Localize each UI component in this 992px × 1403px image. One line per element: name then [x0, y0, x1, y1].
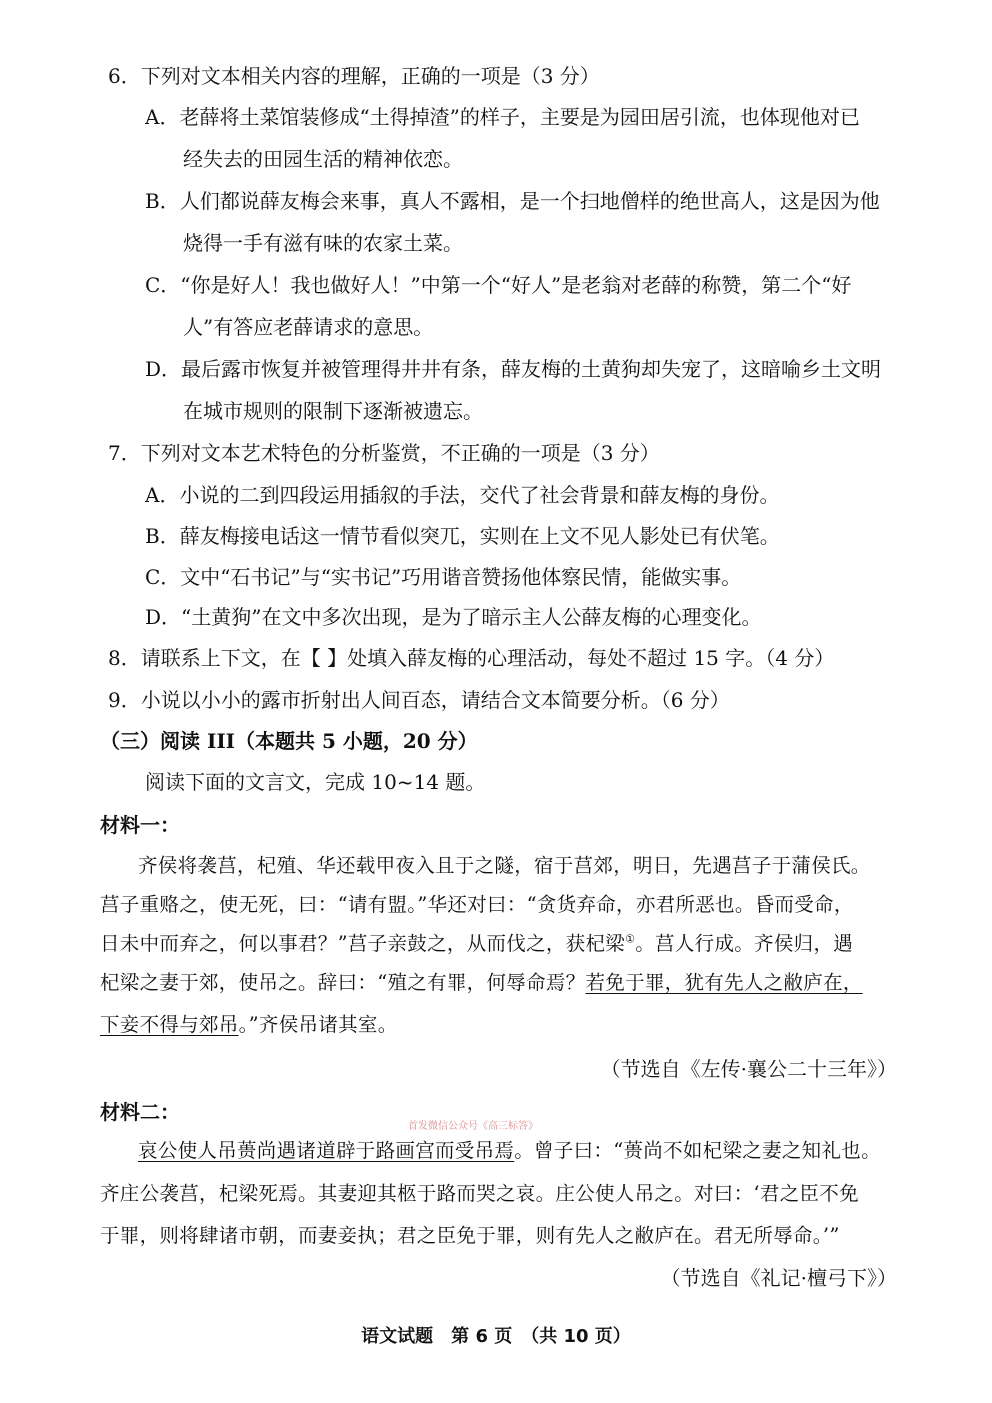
q7-option-c: C．文中“石书记”与“实书记”巧用谐音赞扬他体察民情，能做实事。 — [145, 565, 742, 589]
watermark: 首发微信公众号《高三标答》 — [408, 1121, 538, 1132]
q8: 8．请联系上下文，在【 】处填入薛友梅的心理活动，每处不超过 15 字。（4 分） — [108, 646, 835, 670]
section-title: （三）阅读 III（本题共 5 小题，20 分） — [100, 729, 478, 753]
material1-label: 材料一： — [100, 813, 180, 837]
q6-option-c: C．“你是好人！我也做好人！”中第一个“好人”是老翁对老薛的称赞，第二个“好 — [145, 273, 852, 297]
q6-option-d: D．最后露市恢复并被管理得井井有条，薛友梅的土黄狗却失宠了，这暗喻乡土文明 — [145, 357, 882, 381]
material2-line1 — [138, 1137, 881, 1165]
material2-source: （节选自《礼记·檀弓下》） — [660, 1266, 897, 1290]
material1-line5b: 。”齐侯吊诸其室。 — [238, 1013, 398, 1036]
q7-option-d: D．“土黄狗”在文中多次出现，是为了暗示主人公薛友梅的心理变化。 — [145, 605, 762, 629]
material2-line1b: 。曾子曰：“蒉尚不如杞梁之妻之知礼也。 — [514, 1139, 881, 1162]
q6-option-b-cont: 烧得一手有滋有味的农家土菜。 — [183, 231, 463, 255]
material1-source: （节选自《左传·襄公二十三年》） — [600, 1057, 897, 1081]
section-instruction: 阅读下面的文言文，完成 10~14 题。 — [145, 770, 486, 794]
material1-line4 — [100, 969, 863, 997]
material1-line4a: 杞梁之妻于郊，使吊之。辞曰：“殖之有罪，何辱命焉？ — [100, 971, 586, 994]
material2-label: 材料二： — [100, 1100, 180, 1124]
underlined-passage: 哀公使人吊蒉尚遇诸道辟于路画宫而受吊焉 — [138, 1139, 515, 1162]
underlined-sentence: 若免于罪，犹有先人之敝庐在， — [585, 971, 863, 994]
q6-option-a-cont: 经失去的田园生活的精神依恋。 — [183, 147, 463, 171]
q6-stem: 6．下列对文本相关内容的理解，正确的一项是（3 分） — [108, 64, 600, 88]
q6-option-d-cont: 在城市规则的限制下逐渐被遗忘。 — [183, 399, 483, 423]
material1-line3b: 。莒人行成。齐侯归，遇 — [635, 932, 854, 955]
page-footer: 语文试题 第 6 页 （共 10 页） — [361, 1326, 631, 1347]
material1-line3 — [100, 930, 853, 958]
material2-line3: 于罪，则将肆诸市朝，而妻妾执；君之臣免于罪，则有先人之敝庐在。君无所辱命。’” — [100, 1224, 840, 1247]
q6-option-b: B．人们都说薛友梅会来事，真人不露相，是一个扫地僧样的绝世高人，这是因为他 — [145, 189, 880, 213]
q9: 9．小说以小小的露市折射出人间百态，请结合文本简要分析。（6 分） — [108, 688, 730, 712]
material1-line2: 莒子重赂之，使无死，曰：“请有盟。”华还对曰：“贪货弃命，亦君所恶也。昏而受命， — [100, 893, 854, 916]
q6-option-c-cont: 人”有答应老薛请求的意思。 — [183, 315, 434, 339]
q7-stem: 7．下列对文本艺术特色的分析鉴赏，不正确的一项是（3 分） — [108, 441, 660, 465]
material2-line2: 齐庄公袭莒，杞梁死焉。其妻迎其柩于路而哭之哀。庄公使人吊之。对曰：‘君之臣不免 — [100, 1182, 859, 1205]
q7-option-a: A．小说的二到四段运用插叙的手法，交代了社会背景和薛友梅的身份。 — [145, 483, 780, 507]
footnote-marker: ① — [625, 932, 636, 946]
underlined-sentence-cont: 下妾不得与郊吊 — [100, 1013, 239, 1036]
q6-option-a: A．老薛将土菜馆装修成“土得掉渣”的样子，主要是为园田居引流，也体现他对已 — [145, 105, 860, 129]
material1-line3a: 日未中而弃之，何以事君？”莒子亲鼓之，从而伐之，获杞梁 — [100, 932, 626, 955]
material1-line1: 齐侯将袭莒，杞殖、华还载甲夜入且于之隧，宿于莒郊，明日，先遇莒子于蒲侯氏。 — [138, 854, 871, 877]
material1-line5 — [100, 1011, 398, 1039]
q7-option-b: B．薛友梅接电话这一情节看似突兀，实则在上文不见人影处已有伏笔。 — [145, 524, 780, 548]
